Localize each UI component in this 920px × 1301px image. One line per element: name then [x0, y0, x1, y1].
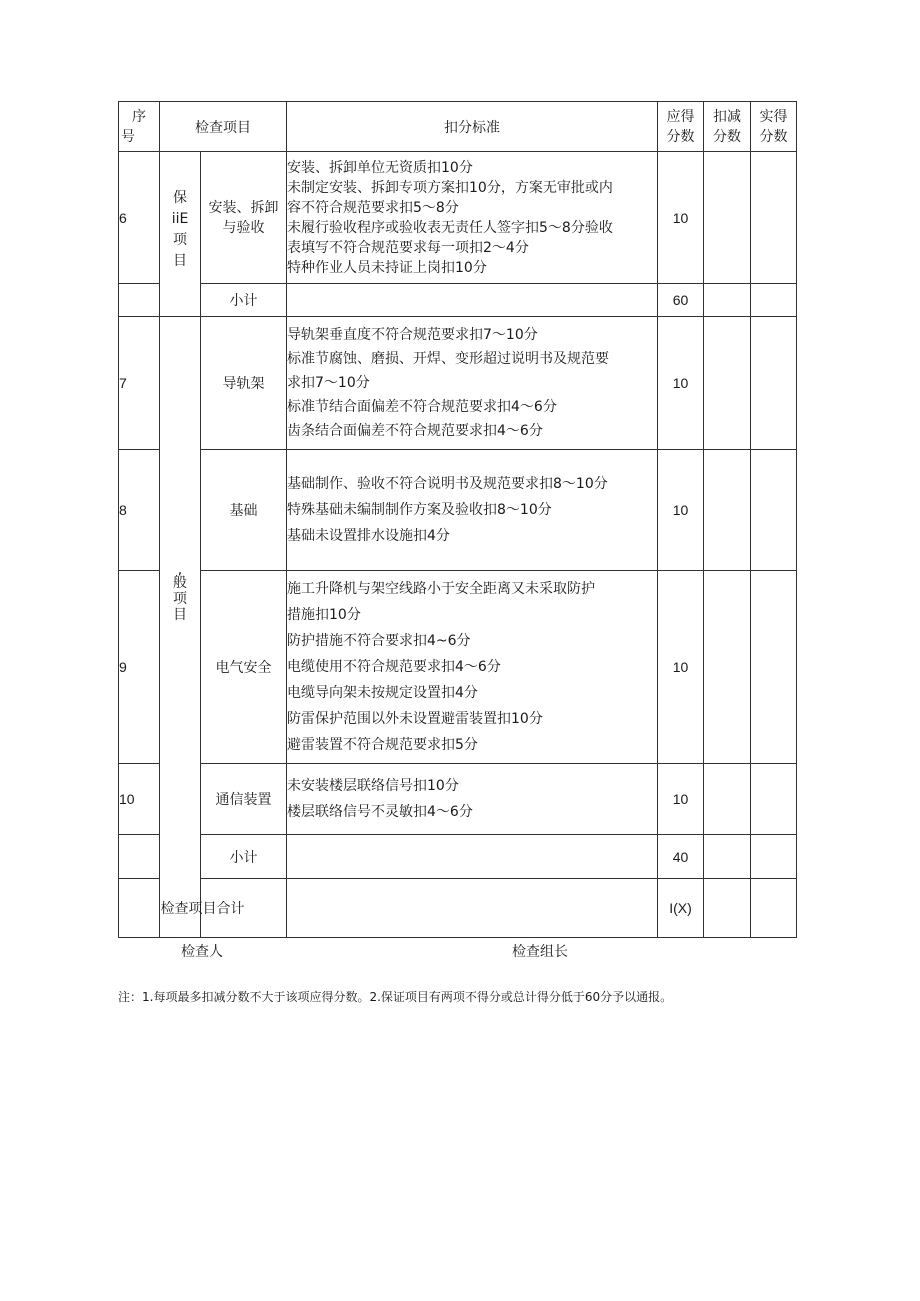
- criteria-line: 求扣7～10分: [287, 375, 370, 391]
- header-actual-line1: 实得: [759, 108, 788, 125]
- table-row: [119, 764, 797, 835]
- inspection-table: [118, 101, 797, 938]
- header-seq-line1: 序: [132, 108, 146, 125]
- inspector-label: 检查人: [181, 944, 223, 960]
- subtotal-actual-score[interactable]: [751, 284, 797, 317]
- row-actual-score[interactable]: [751, 152, 797, 284]
- category-general: [160, 317, 201, 938]
- total-row: [119, 879, 797, 938]
- category-char: 目: [173, 607, 187, 623]
- criteria-line: 未安装楼层联络信号扣10分: [287, 778, 459, 794]
- table-row: [119, 152, 797, 284]
- row-seq: 10: [119, 764, 160, 835]
- row-criteria: [287, 317, 658, 450]
- criteria-line: 齿条结合面偏差不符合规范要求扣4～6分: [287, 423, 543, 439]
- criteria-line: 避雷装置不符合规范要求扣5分: [287, 737, 478, 753]
- total-deduct-score[interactable]: [704, 879, 751, 938]
- header-seq-line2: 号: [121, 128, 135, 145]
- header-actual: [751, 102, 797, 152]
- header-criteria: 扣分标准: [287, 102, 658, 152]
- leader-label: 检查组长: [512, 944, 568, 960]
- criteria-line: 未制定安装、拆卸专项方案扣10分，方案无审批或内: [287, 179, 613, 196]
- row-seq: 8: [119, 450, 160, 571]
- total-due-score: I(X): [658, 879, 704, 938]
- header-deduct: [704, 102, 751, 152]
- criteria-line: 基础未设置排水设施扣4分: [287, 528, 450, 544]
- row-deduct-score[interactable]: [704, 450, 751, 571]
- criteria-line: 特种作业人员未持证上岗扣10分: [287, 259, 487, 276]
- table-row: [119, 571, 797, 764]
- criteria-line: 安装、拆卸单位无资质扣10分: [287, 159, 473, 176]
- header-row: [119, 102, 797, 152]
- subtotal-criteria: [287, 835, 658, 879]
- row-actual-score[interactable]: [751, 764, 797, 835]
- table-row: [119, 450, 797, 571]
- header-due-line1: 应得: [666, 108, 695, 125]
- row-due-score: 10: [658, 571, 704, 764]
- header-item: 检查项目: [160, 102, 287, 152]
- category-char: 保: [173, 190, 187, 206]
- criteria-line: 标准节结合面偏差不符合规范要求扣4～6分: [287, 399, 557, 415]
- header-seq: [119, 102, 160, 152]
- subtotal-criteria: [287, 284, 658, 317]
- header-due-line2: 分数: [666, 128, 695, 145]
- criteria-line: 电缆导向架未按规定设置扣4分: [287, 685, 478, 701]
- criteria-line: 楼层联络信号不灵敏扣4～6分: [287, 804, 473, 820]
- criteria-line: 导轨架垂直度不符合规范要求扣7～10分: [287, 327, 538, 343]
- row-due-score: 10: [658, 764, 704, 835]
- row-due-score: 10: [658, 317, 704, 450]
- subtotal-label: 小计: [201, 284, 287, 317]
- header-actual-line2: 分数: [759, 128, 788, 145]
- subtotal-actual-score[interactable]: [751, 835, 797, 879]
- subtotal-deduct-score[interactable]: [704, 835, 751, 879]
- row-criteria: [287, 764, 658, 835]
- total-actual-score[interactable]: [751, 879, 797, 938]
- criteria-line: 防护措施不符合要求扣4~6分: [287, 633, 471, 649]
- row-seq: 7: [119, 317, 160, 450]
- row-actual-score[interactable]: [751, 317, 797, 450]
- criteria-line: 基础制作、验收不符合说明书及规范要求扣8～10分: [287, 476, 608, 492]
- category-char: 项: [173, 591, 187, 607]
- header-deduct-line2: 分数: [713, 128, 741, 145]
- footnote: 注：1.每项最多扣减分数不大于该项应得分数。2.保证项目有两项不得分或总计得分低于60分予以通报。: [118, 990, 673, 1004]
- row-actual-score[interactable]: [751, 450, 797, 571]
- subtotal-row: [119, 284, 797, 317]
- criteria-line: 未履行验收程序或验收表无责任人签字扣5～8分验收: [287, 219, 613, 236]
- row-item-line1: 安装、拆卸: [208, 199, 279, 216]
- row-item: 导轨架: [201, 317, 287, 450]
- criteria-line: 防雷保护范围以外未设置避雷装置扣10分: [287, 711, 543, 727]
- subtotal-seq: [119, 835, 160, 879]
- criteria-line: 特殊基础未编制制作方案及验收扣8～10分: [287, 502, 552, 518]
- row-item: [201, 152, 287, 284]
- category-guarantee: [160, 152, 201, 317]
- category-char: ,: [177, 562, 183, 578]
- row-deduct-score[interactable]: [704, 317, 751, 450]
- criteria-line: 措施扣10分: [287, 607, 361, 623]
- row-item: 基础: [201, 450, 287, 571]
- row-item: 通信装置: [201, 764, 287, 835]
- header-deduct-line1: 扣减: [713, 108, 741, 125]
- row-deduct-score[interactable]: [704, 764, 751, 835]
- category-char: 目: [173, 253, 187, 269]
- row-deduct-score[interactable]: [704, 571, 751, 764]
- criteria-line: 表填写不符合规范要求每一项扣2～4分: [287, 239, 529, 256]
- row-item-line2: 与验收: [222, 219, 265, 236]
- total-label: 检查项目合计: [119, 879, 287, 938]
- subtotal-due-score: 40: [658, 835, 704, 879]
- subtotal-deduct-score[interactable]: [704, 284, 751, 317]
- row-actual-score[interactable]: [751, 571, 797, 764]
- row-due-score: 10: [658, 152, 704, 284]
- criteria-line: 容不符合规范要求扣5～8分: [287, 199, 459, 216]
- row-seq: 9: [119, 571, 160, 764]
- row-item: 电气安全: [201, 571, 287, 764]
- subtotal-due-score: 60: [658, 284, 704, 317]
- table-row: [119, 317, 797, 450]
- category-char: 般: [173, 575, 187, 591]
- row-criteria: [287, 571, 658, 764]
- header-due: [658, 102, 704, 152]
- row-seq: 6: [119, 152, 160, 284]
- category-char: 项: [173, 232, 187, 248]
- total-criteria: [287, 879, 658, 938]
- row-deduct-score[interactable]: [704, 152, 751, 284]
- subtotal-seq: [119, 284, 160, 317]
- subtotal-label: 小计: [201, 835, 287, 879]
- criteria-line: 施工升降机与架空线路小于安全距离又未采取防护: [287, 581, 595, 597]
- criteria-line: 电缆使用不符合规范要求扣4～6分: [287, 659, 501, 675]
- criteria-line: 标准节腐蚀、磨损、开焊、变形超过说明书及规范要: [287, 351, 609, 367]
- row-criteria: [287, 152, 658, 284]
- subtotal-row: [119, 835, 797, 879]
- category-char: iiE: [171, 211, 189, 227]
- row-due-score: 10: [658, 450, 704, 571]
- row-criteria: [287, 450, 658, 571]
